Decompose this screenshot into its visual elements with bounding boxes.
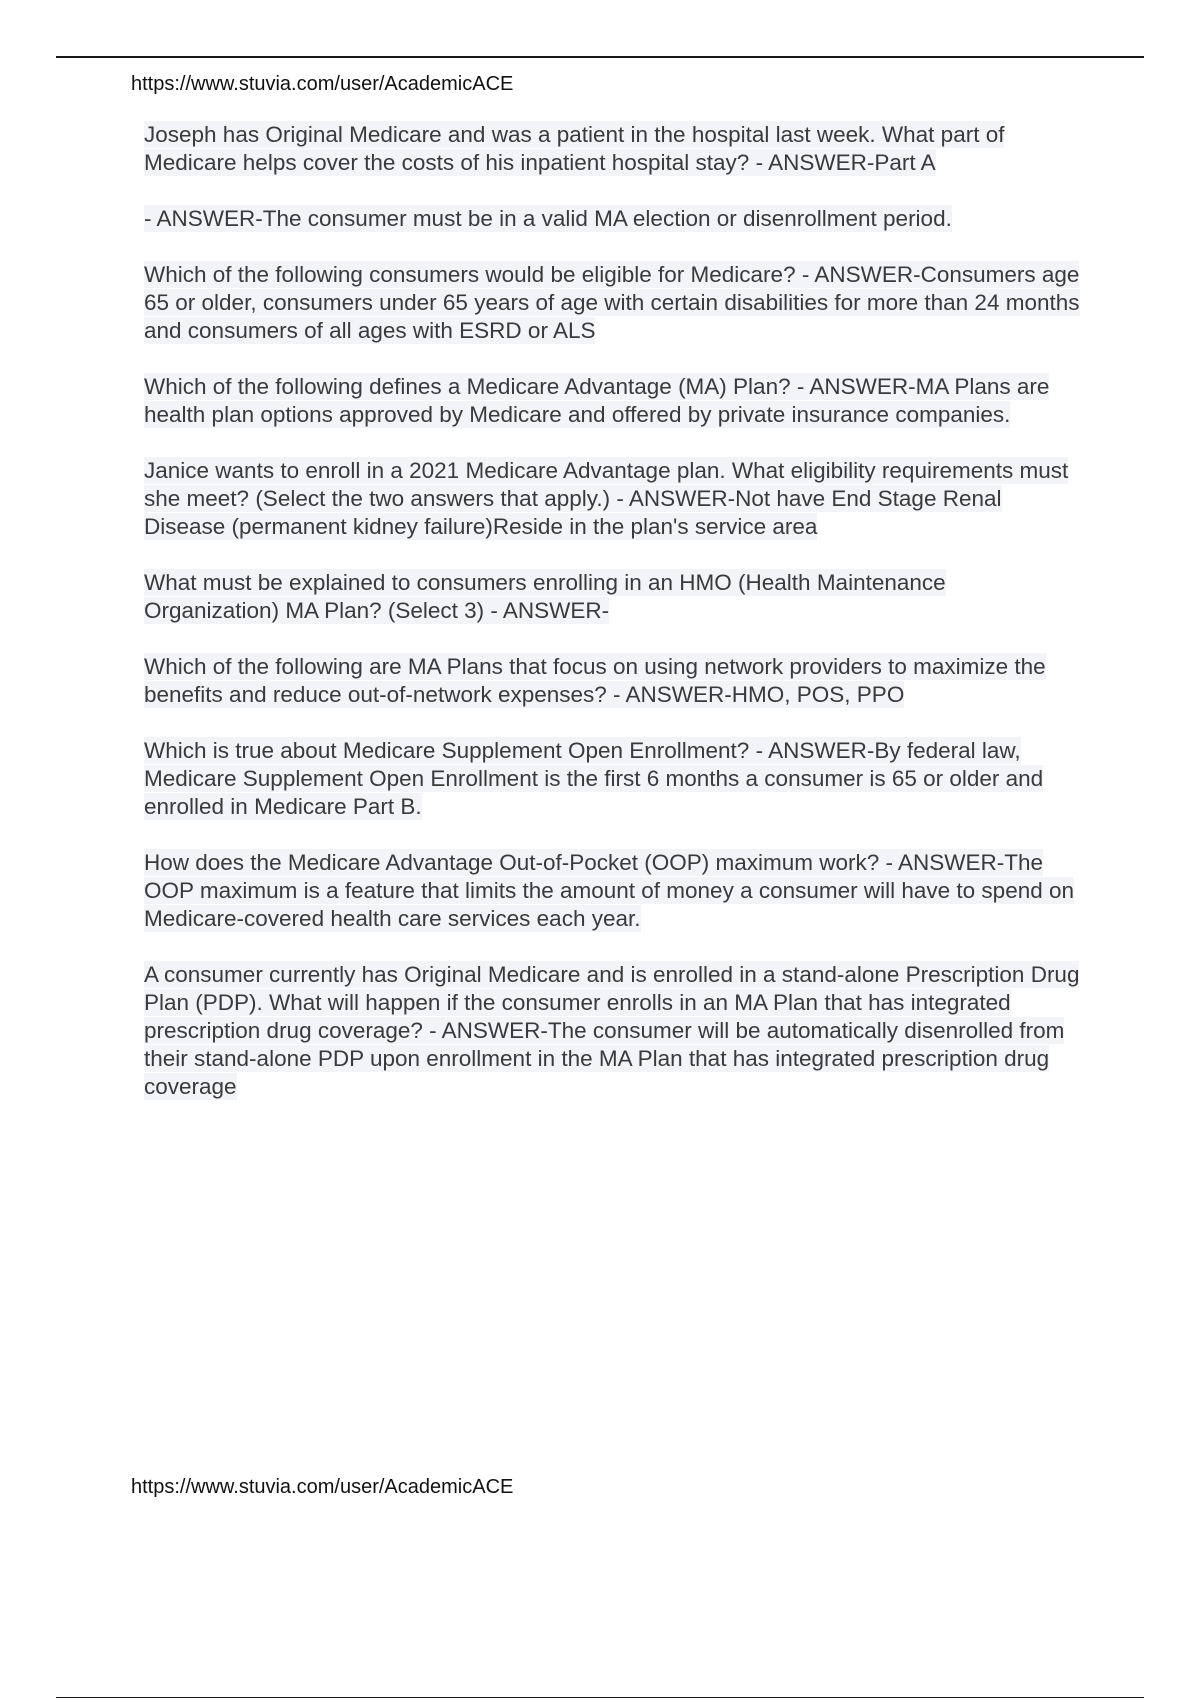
qa-item <box>144 737 1084 821</box>
qa-item <box>144 261 1084 345</box>
qa-item <box>144 121 1084 177</box>
qa-item <box>144 849 1084 933</box>
qa-item-text: Joseph has Original Medicare and was a patient in the hospital last week. What part of Medicare helps cover the costs of his inpatient hospital stay? - ANSWER-Part A <box>144 122 1005 175</box>
qa-item-text: Which of the following consumers would be eligible for Medicare? - ANSWER-Consumers age 65 or older, consumers under 65 years of age with certain disabilities for more than 24 months and consumers of all ages with ESRD or ALS <box>144 262 1080 343</box>
qa-item-text: A consumer currently has Original Medicare and is enrolled in a stand-alone Prescription Drug Plan (PDP). What will happen if the consumer enrolls in an MA Plan that has integrated prescription drug coverage? - ANSWER-The consumer will be automatically disenrolled from their stand-alone PDP upon enrollment in the MA Plan that has integrated prescription drug coverage <box>144 962 1080 1099</box>
qa-item <box>144 457 1084 541</box>
qa-item-text: How does the Medicare Advantage Out-of-Pocket (OOP) maximum work? - ANSWER-The OOP maximum is a feature that limits the amount of money a consumer will have to spend on Medicare-covered health care services each year. <box>144 850 1075 931</box>
header-divider <box>56 56 1144 58</box>
qa-item-text: What must be explained to consumers enrolling in an HMO (Health Maintenance Organization) MA Plan? (Select 3) - ANSWER- <box>144 570 946 623</box>
qa-item-text: Janice wants to enroll in a 2021 Medicare Advantage plan. What eligibility requirements must she meet? (Select the two answers that apply.) - ANSWER-Not have End Stage Renal Disease (permanent kidney failure)Reside in the plan's service area <box>144 458 1069 539</box>
qa-item <box>144 205 1084 233</box>
qa-item <box>144 961 1084 1101</box>
qa-item <box>144 373 1084 429</box>
footer-url[interactable]: https://www.stuvia.com/user/AcademicACE <box>131 1476 514 1498</box>
qa-item <box>144 569 1084 625</box>
footer-divider <box>56 1697 1144 1698</box>
header-url[interactable]: https://www.stuvia.com/user/AcademicACE <box>131 73 514 95</box>
qa-item-text: - ANSWER-The consumer must be in a valid MA election or disenrollment period. <box>144 206 952 231</box>
qa-item <box>144 653 1084 709</box>
qa-item-text: Which of the following are MA Plans that focus on using network providers to maximize the benefits and reduce out-of-network expenses? - ANSWER-HMO, POS, PPO <box>144 654 1046 707</box>
qa-item-text: Which of the following defines a Medicare Advantage (MA) Plan? - ANSWER-MA Plans are health plan options approved by Medicare and offered by private insurance companies. <box>144 374 1050 427</box>
qa-list <box>144 121 1084 1129</box>
qa-item-text: Which is true about Medicare Supplement Open Enrollment? - ANSWER-By federal law, Medicare Supplement Open Enrollment is the first 6 months a consumer is 65 or older and enrolled in Medicare Part B. <box>144 738 1044 819</box>
